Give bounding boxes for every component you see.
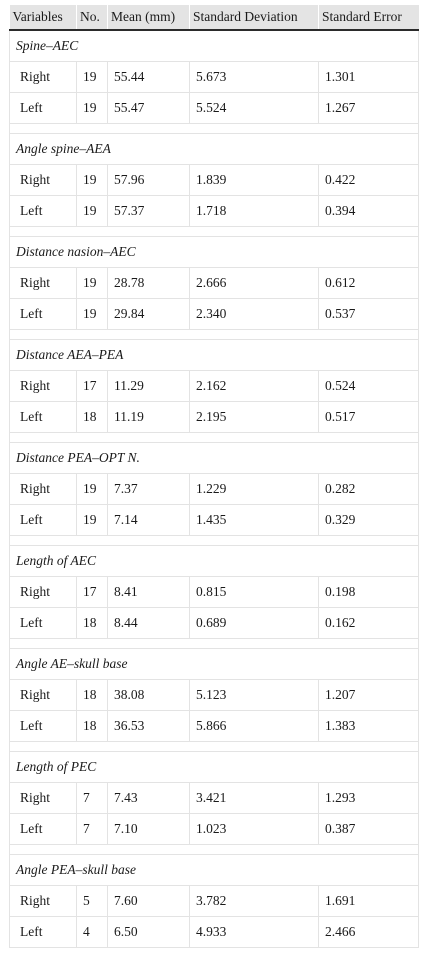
row-se-cell: 1.293 — [319, 783, 419, 814]
group-title: Angle spine–AEA — [10, 134, 419, 165]
row-number-cell: 19 — [77, 268, 108, 299]
table-row — [10, 371, 419, 402]
group-header-row — [10, 443, 419, 474]
row-mean-cell: 7.37 — [108, 474, 190, 505]
group-header-row — [10, 237, 419, 268]
row-mean-cell: 55.44 — [108, 62, 190, 93]
group-spacer — [10, 124, 419, 134]
group-title: Angle AE–skull base — [10, 649, 419, 680]
row-number-cell: 17 — [77, 371, 108, 402]
row-number-cell: 19 — [77, 299, 108, 330]
row-mean-cell: 7.10 — [108, 814, 190, 845]
row-mean-cell: 36.53 — [108, 711, 190, 742]
row-se-cell: 1.207 — [319, 680, 419, 711]
row-sd-cell: 2.340 — [190, 299, 319, 330]
group-title: Spine–AEC — [10, 30, 419, 62]
table-row — [10, 505, 419, 536]
table-row — [10, 711, 419, 742]
table-row — [10, 196, 419, 227]
row-se-cell: 0.162 — [319, 608, 419, 639]
row-se-cell: 1.383 — [319, 711, 419, 742]
row-variable-cell: Left — [10, 299, 77, 330]
group-spacer-cell — [10, 536, 419, 546]
row-se-cell: 1.267 — [319, 93, 419, 124]
group-spacer — [10, 227, 419, 237]
table-row — [10, 93, 419, 124]
row-variable-cell: Left — [10, 505, 77, 536]
group-spacer — [10, 433, 419, 443]
row-sd-cell: 2.162 — [190, 371, 319, 402]
group-title: Distance AEA–PEA — [10, 340, 419, 371]
row-sd-cell: 2.666 — [190, 268, 319, 299]
group-title: Angle PEA–skull base — [10, 855, 419, 886]
row-number-cell: 5 — [77, 886, 108, 917]
table-row — [10, 577, 419, 608]
row-mean-cell: 55.47 — [108, 93, 190, 124]
group-spacer — [10, 536, 419, 546]
row-sd-cell: 5.673 — [190, 62, 319, 93]
row-number-cell: 18 — [77, 608, 108, 639]
row-mean-cell: 7.14 — [108, 505, 190, 536]
row-number-cell: 19 — [77, 196, 108, 227]
row-se-cell: 0.517 — [319, 402, 419, 433]
row-se-cell: 0.329 — [319, 505, 419, 536]
column-header-standard-error: Standard Error — [319, 5, 419, 30]
table-row — [10, 474, 419, 505]
table-row — [10, 886, 419, 917]
row-se-cell: 0.524 — [319, 371, 419, 402]
row-variable-cell: Left — [10, 917, 77, 948]
row-se-cell: 0.282 — [319, 474, 419, 505]
group-title: Length of AEC — [10, 546, 419, 577]
row-se-cell: 0.537 — [319, 299, 419, 330]
row-variable-cell: Left — [10, 814, 77, 845]
row-variable-cell: Left — [10, 93, 77, 124]
row-variable-cell: Right — [10, 577, 77, 608]
group-spacer-cell — [10, 124, 419, 134]
row-se-cell: 0.198 — [319, 577, 419, 608]
row-variable-cell: Right — [10, 474, 77, 505]
group-spacer — [10, 330, 419, 340]
row-number-cell: 19 — [77, 474, 108, 505]
group-header-row — [10, 30, 419, 62]
row-sd-cell: 1.839 — [190, 165, 319, 196]
row-number-cell: 18 — [77, 680, 108, 711]
group-header-row — [10, 546, 419, 577]
column-header-standard-deviation: Standard Deviation — [190, 5, 319, 30]
group-title: Distance nasion–AEC — [10, 237, 419, 268]
group-title: Length of PEC — [10, 752, 419, 783]
row-mean-cell: 8.41 — [108, 577, 190, 608]
group-header-row — [10, 855, 419, 886]
row-se-cell: 0.394 — [319, 196, 419, 227]
row-sd-cell: 5.524 — [190, 93, 319, 124]
row-mean-cell: 8.44 — [108, 608, 190, 639]
row-variable-cell: Right — [10, 62, 77, 93]
row-sd-cell: 0.815 — [190, 577, 319, 608]
table-row — [10, 299, 419, 330]
row-sd-cell: 3.782 — [190, 886, 319, 917]
row-sd-cell: 2.195 — [190, 402, 319, 433]
row-variable-cell: Right — [10, 886, 77, 917]
row-mean-cell: 57.96 — [108, 165, 190, 196]
table-row — [10, 917, 419, 948]
group-spacer-cell — [10, 742, 419, 752]
column-header-number: No. — [77, 5, 108, 30]
row-number-cell: 19 — [77, 165, 108, 196]
row-sd-cell: 4.933 — [190, 917, 319, 948]
row-se-cell: 1.301 — [319, 62, 419, 93]
group-spacer-cell — [10, 845, 419, 855]
table-body — [10, 30, 419, 948]
row-se-cell: 0.422 — [319, 165, 419, 196]
table-header — [10, 5, 419, 30]
row-number-cell: 19 — [77, 505, 108, 536]
row-number-cell: 7 — [77, 783, 108, 814]
row-sd-cell: 1.718 — [190, 196, 319, 227]
table-row — [10, 268, 419, 299]
header-row — [10, 5, 419, 30]
row-se-cell: 0.387 — [319, 814, 419, 845]
table-row — [10, 783, 419, 814]
row-mean-cell: 7.43 — [108, 783, 190, 814]
row-sd-cell: 1.023 — [190, 814, 319, 845]
group-spacer — [10, 742, 419, 752]
row-sd-cell: 5.123 — [190, 680, 319, 711]
table-row — [10, 62, 419, 93]
group-spacer-cell — [10, 639, 419, 649]
group-spacer-cell — [10, 227, 419, 237]
table-row — [10, 814, 419, 845]
group-spacer — [10, 845, 419, 855]
row-number-cell: 18 — [77, 711, 108, 742]
row-mean-cell: 6.50 — [108, 917, 190, 948]
group-spacer-cell — [10, 330, 419, 340]
table-row — [10, 680, 419, 711]
measurements-table — [9, 5, 419, 948]
row-number-cell: 19 — [77, 93, 108, 124]
row-se-cell: 1.691 — [319, 886, 419, 917]
group-header-row — [10, 134, 419, 165]
row-variable-cell: Left — [10, 608, 77, 639]
row-number-cell: 17 — [77, 577, 108, 608]
row-number-cell: 4 — [77, 917, 108, 948]
row-mean-cell: 38.08 — [108, 680, 190, 711]
row-sd-cell: 0.689 — [190, 608, 319, 639]
row-mean-cell: 7.60 — [108, 886, 190, 917]
row-variable-cell: Right — [10, 680, 77, 711]
group-header-row — [10, 752, 419, 783]
table-row — [10, 608, 419, 639]
row-number-cell: 19 — [77, 62, 108, 93]
row-number-cell: 7 — [77, 814, 108, 845]
row-sd-cell: 5.866 — [190, 711, 319, 742]
row-mean-cell: 11.29 — [108, 371, 190, 402]
row-variable-cell: Left — [10, 711, 77, 742]
row-mean-cell: 11.19 — [108, 402, 190, 433]
group-spacer — [10, 639, 419, 649]
column-header-mean: Mean (mm) — [108, 5, 190, 30]
row-variable-cell: Right — [10, 268, 77, 299]
row-mean-cell: 29.84 — [108, 299, 190, 330]
row-number-cell: 18 — [77, 402, 108, 433]
row-se-cell: 2.466 — [319, 917, 419, 948]
row-variable-cell: Left — [10, 402, 77, 433]
row-sd-cell: 3.421 — [190, 783, 319, 814]
group-header-row — [10, 340, 419, 371]
row-sd-cell: 1.229 — [190, 474, 319, 505]
row-se-cell: 0.612 — [319, 268, 419, 299]
group-spacer-cell — [10, 433, 419, 443]
row-mean-cell: 57.37 — [108, 196, 190, 227]
row-sd-cell: 1.435 — [190, 505, 319, 536]
table-row — [10, 402, 419, 433]
row-variable-cell: Left — [10, 196, 77, 227]
row-mean-cell: 28.78 — [108, 268, 190, 299]
group-header-row — [10, 649, 419, 680]
group-title: Distance PEA–OPT N. — [10, 443, 419, 474]
column-header-variables: Variables — [10, 5, 77, 30]
row-variable-cell: Right — [10, 783, 77, 814]
row-variable-cell: Right — [10, 371, 77, 402]
row-variable-cell: Right — [10, 165, 77, 196]
table-row — [10, 165, 419, 196]
